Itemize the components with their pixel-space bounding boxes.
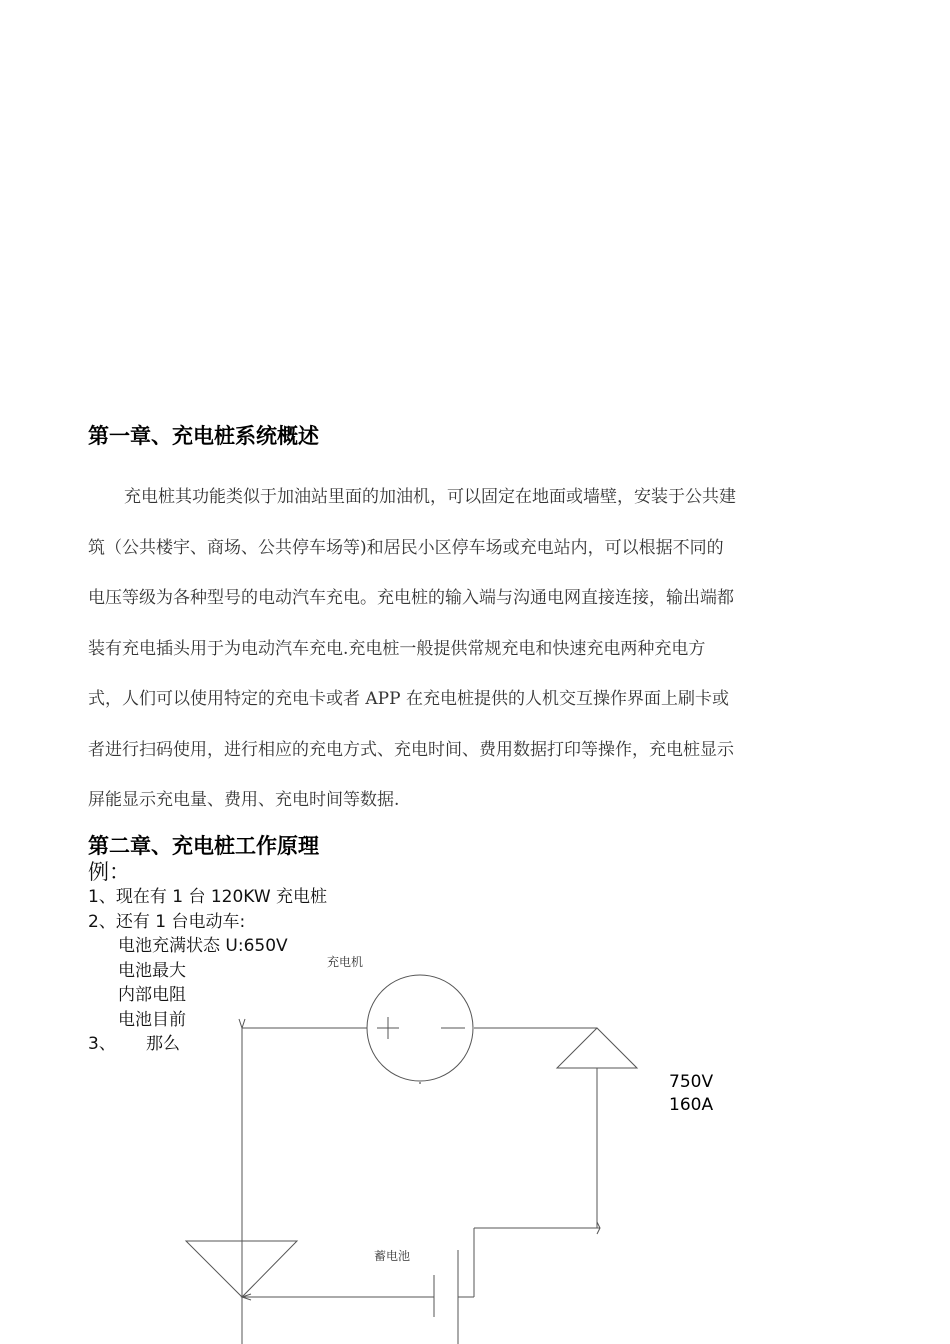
battery-current: 电池目前 xyxy=(118,1009,186,1030)
paragraph-line: 充电桩其功能类似于加油站里面的加油机，可以固定在地面或墙壁，安装于公共建 xyxy=(124,487,736,507)
arrow-icon xyxy=(239,1019,245,1028)
battery-max: 电池最大 xyxy=(118,960,186,981)
battery-label: 蓄电池 xyxy=(374,1249,411,1263)
list-item-3-text: 那么 xyxy=(146,1034,180,1054)
paragraph-line: 者进行扫码使用，进行相应的充电方式、充电时间、费用数据打印等操作，充电桩显示 xyxy=(88,739,734,760)
list-item-3-number: 3、 xyxy=(88,1034,116,1054)
dot-icon xyxy=(419,1082,421,1084)
current-value: 160A xyxy=(669,1095,714,1115)
chapter-1-title: 第一章、充电桩系统概述 xyxy=(88,424,319,448)
paragraph-line: 装有充电插头用于为电动汽车充电.充电桩一般提供常规充电和快速充电两种充电方 xyxy=(88,638,706,659)
chapter-2-title: 第二章、充电桩工作原理 xyxy=(88,834,319,858)
list-item-1: 1、现在有 1 台 120KW 充电桩 xyxy=(88,887,328,907)
example-label: 例： xyxy=(88,860,130,884)
output-spec xyxy=(669,1071,713,1117)
voltage-value: 750V xyxy=(669,1072,714,1092)
paragraph-line: 电压等级为各种型号的电动汽车充电。充电桩的输入端与沟通电网直接连接，输出端都 xyxy=(88,588,734,608)
right-diode-icon xyxy=(557,1028,637,1068)
paragraph-line: 式，人们可以使用特定的充电卡或者 APP 在充电桩提供的人机交互操作界面上刷卡或 xyxy=(88,689,729,709)
paragraph-line: 屏能显示充电量、费用、充电时间等数据. xyxy=(88,790,400,810)
battery-full-voltage: 电池充满状态 U:650V xyxy=(118,936,288,956)
charger-label: 充电机 xyxy=(327,955,364,969)
list-item-2: 2、还有 1 台电动车: xyxy=(88,911,246,932)
paragraph-line: 筑（公共楼宇、商场、公共停车场等)和居民小区停车场或充电站内，可以根据不同的 xyxy=(88,537,724,558)
internal-resistance: 内部电阻 xyxy=(118,985,186,1005)
